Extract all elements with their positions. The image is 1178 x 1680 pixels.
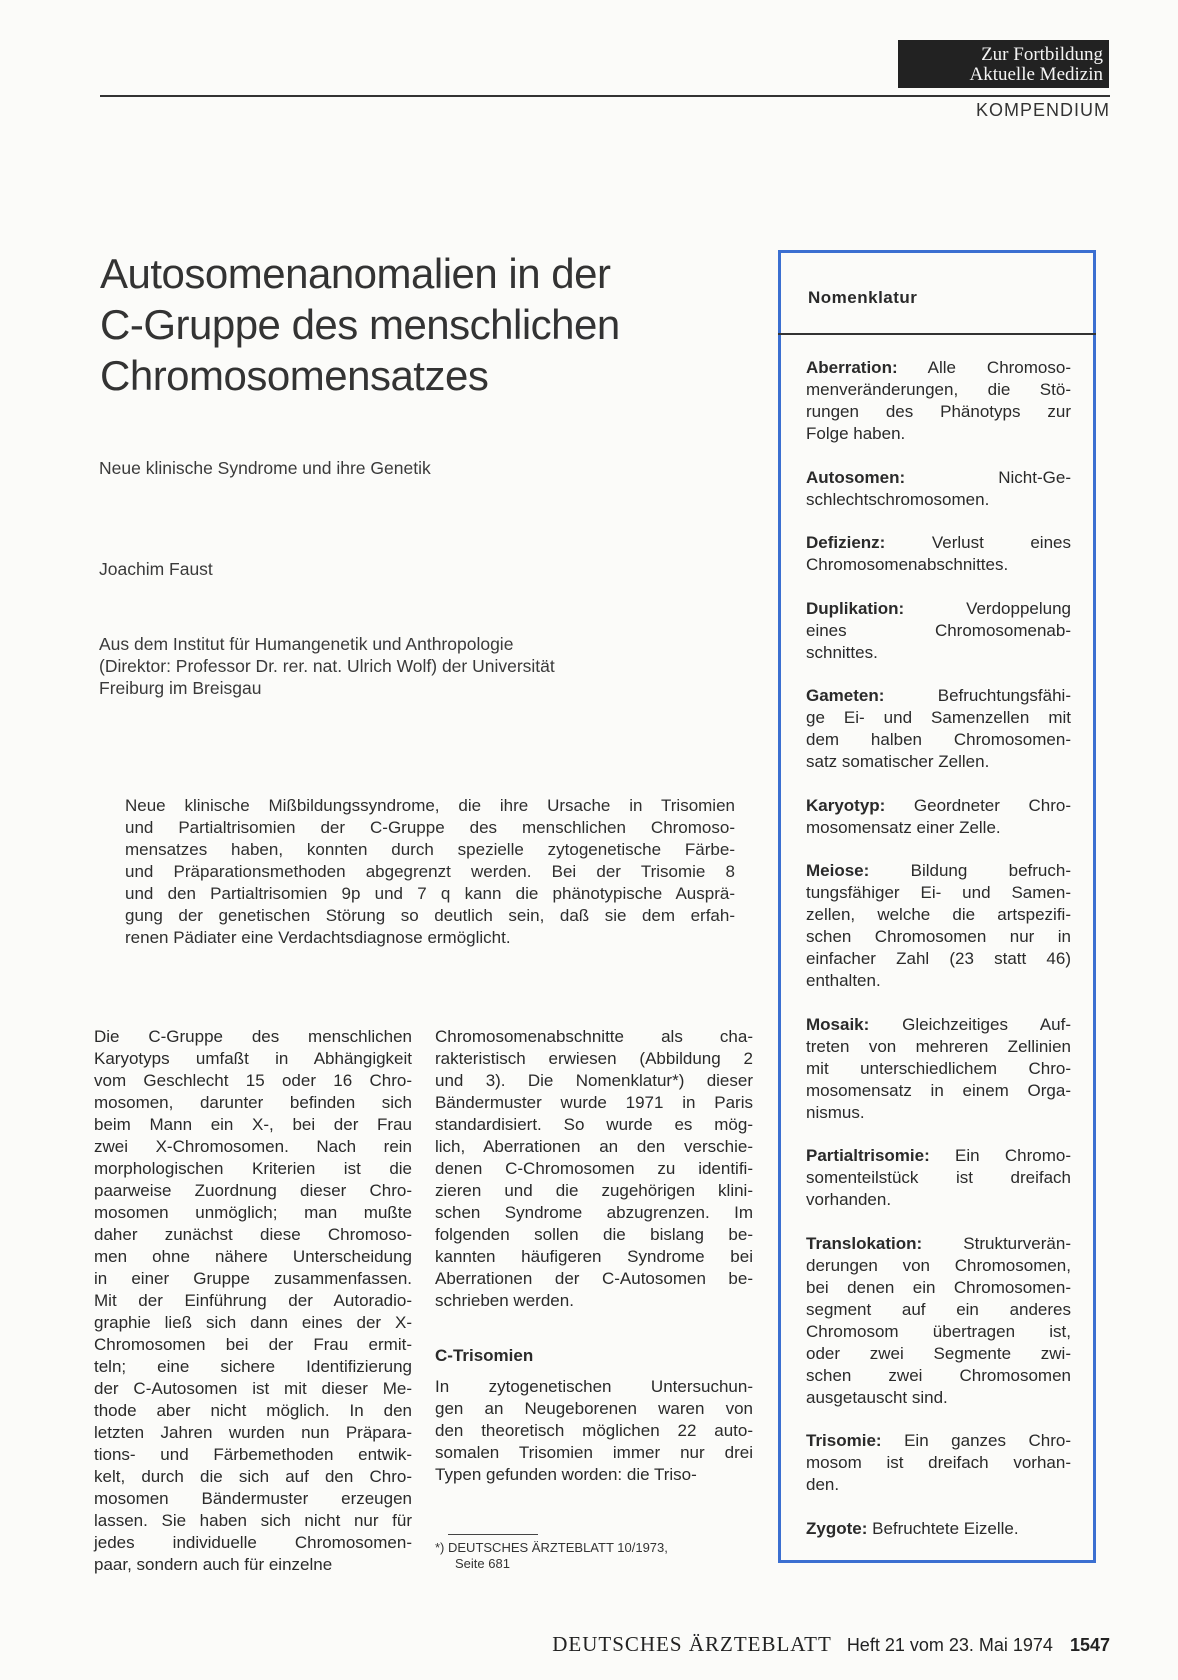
section-heading: C-Trisomien <box>435 1346 534 1365</box>
body-line: denen C-Chromosomen zu identifi- <box>435 1159 753 1178</box>
body-line: jedes individuelle Chromosomen- <box>94 1533 412 1552</box>
glossary-line: rungen des Phänotyps zur <box>806 402 1071 421</box>
glossary-term: Partialtrisomie: <box>806 1146 930 1165</box>
footer-issue: Heft 21 vom 23. Mai 1974 <box>846 1635 1053 1655</box>
glossary-line: schlechtschromosomen. <box>806 489 990 509</box>
body-line: und 3). Die Nomenklatur*) dieser <box>435 1071 753 1090</box>
abstract-line: gung der genetischen Störung so deutlich sein, daß sie dem erfah- <box>125 906 735 925</box>
body-line: Chromosomen bei der Frau ermit- <box>94 1335 412 1354</box>
body-line: daher zunächst diese Chromoso- <box>94 1225 412 1244</box>
glossary-entry <box>806 1233 1071 1409</box>
abstract-line: renen Pädiater eine Verdachtsdiagnose ermöglicht. <box>125 928 511 947</box>
article-title <box>100 248 740 401</box>
glossary-line: segment auf ein anderes <box>806 1299 1071 1319</box>
glossary-line: Aberration: Alle Chromoso- <box>806 358 1071 377</box>
body-line: Mit der Einführung der Autoradio- <box>94 1291 412 1310</box>
body-line: Karyotyps umfaßt in Abhängigkeit <box>94 1049 412 1068</box>
body-line: in einer Gruppe zusammenfassen. <box>94 1269 412 1288</box>
body-line: men ohne nähere Unterscheidung <box>94 1247 412 1266</box>
abstract-line: mensatzes haben, konnten durch spezielle zytogenetische Färbe- <box>125 840 735 859</box>
glossary-line: Chromosom übertragen ist, <box>806 1321 1071 1341</box>
body-line: morphologischen Kriterien ist die <box>94 1159 412 1178</box>
glossary-term: Zygote: <box>806 1518 868 1538</box>
glossary-line: dem halben Chromosomen- <box>806 730 1071 749</box>
glossary-line: Duplikation: Verdoppelung <box>806 598 1071 618</box>
glossary-term: Autosomen: <box>806 467 906 487</box>
glossary-term: Duplikation: <box>806 598 905 618</box>
glossary-line: Trisomie: Ein ganzes Chro- <box>806 1431 1071 1450</box>
body-line: In zytogenetischen Untersuchun- <box>435 1377 753 1396</box>
glossary-term: Aberration: <box>806 358 898 377</box>
body-line: Aberrationen der C-Autosomen be- <box>435 1269 753 1288</box>
body-line: mosomen unmöglich; man mußte <box>94 1203 412 1222</box>
body-line: Chromosomenabschnitte als cha- <box>435 1027 753 1046</box>
glossary-line: Gameten: Befruchtungsfähi- <box>806 686 1071 705</box>
glossary-line: den. <box>806 1475 840 1494</box>
glossary-entry <box>806 598 1071 664</box>
glossary-line: Chromosomenabschnittes. <box>806 555 1009 574</box>
affiliation-line: Freiburg im Breisgau <box>99 678 262 698</box>
affiliation-line: Aus dem Institut für Humangenetik und Anthropologie <box>99 634 514 654</box>
body-line: zieren und die zugehörigen klini- <box>435 1181 753 1200</box>
glossary-line: schnittes. <box>806 642 878 662</box>
glossary-entry <box>806 860 1071 992</box>
glossary-term: Defizienz: <box>806 533 886 552</box>
glossary-line: mit unterschiedlichem Chro- <box>806 1058 1071 1078</box>
glossary-term: Trisomie: <box>806 1431 882 1450</box>
body-line: teln; eine sichere Identifizierung <box>94 1357 412 1376</box>
glossary-line: somenteilstück ist dreifach <box>806 1168 1071 1187</box>
body-line: kannten häufigeren Syndrome bei <box>435 1247 753 1266</box>
glossary-line: Partialtrisomie: Ein Chromo- <box>806 1146 1071 1165</box>
glossary-line: einfacher Zahl (23 statt 46) <box>806 949 1071 968</box>
glossary-line: ge Ei- und Samenzellen mit <box>806 708 1071 727</box>
glossary-line: Karyotyp: Geordneter Chro- <box>806 795 1071 815</box>
body-line: schen Syndrome abzugrenzen. Im <box>435 1203 753 1222</box>
badge-line-2: Aktuelle Medizin <box>969 64 1103 85</box>
section-badge <box>898 40 1109 88</box>
footnote-line: Seite 681 <box>455 1556 510 1571</box>
glossary-line: eines Chromosomenab- <box>806 620 1071 640</box>
glossary-line: tungsfähiger Ei- und Samen- <box>806 883 1071 902</box>
badge-line-1: Zur Fortbildung <box>981 44 1103 65</box>
glossary-entry <box>806 1014 1071 1124</box>
glossary-term: Mosaik: <box>806 1014 870 1034</box>
glossary-line: Mosaik: Gleichzeitiges Auf- <box>806 1014 1071 1034</box>
affiliation-line: (Direktor: Professor Dr. rer. nat. Ulrich Wolf) der Universität <box>99 656 555 676</box>
section-label: KOMPENDIUM <box>975 100 1110 120</box>
glossary-line: schen Chromosomen nur in <box>806 927 1071 946</box>
body-line: tions- und Färbemethoden entwik- <box>94 1445 412 1464</box>
glossary-list <box>806 357 1071 1561</box>
body-line: lassen. Sie haben sich nicht nur für <box>94 1511 412 1530</box>
glossary-term: Gameten: <box>806 686 885 705</box>
body-line: paar, sondern auch für einzelne <box>94 1555 333 1574</box>
glossary-line: Autosomen: Nicht-Ge- <box>806 467 1071 487</box>
glossary-entry <box>806 1518 1071 1540</box>
glossary-line: Translokation: Strukturverän- <box>806 1233 1071 1253</box>
body-line: thode aber nicht möglich. In den <box>94 1401 412 1420</box>
article-subtitle: Neue klinische Syndrome und ihre Genetik <box>99 458 431 478</box>
glossary-line: satz somatischer Zellen. <box>806 752 990 771</box>
glossary-entry <box>806 467 1071 511</box>
footnote-line: *) DEUTSCHES ÄRZTEBLATT 10/1973, <box>435 1540 668 1555</box>
glossary-line: vorhanden. <box>806 1190 892 1209</box>
title-line: C-Gruppe des menschlichen <box>100 301 620 348</box>
glossary-line: derungen von Chromosomen, <box>806 1255 1071 1275</box>
body-line: graphie ließ sich dann eines der X- <box>94 1313 412 1332</box>
header-rule <box>100 95 1110 97</box>
body-line: zwei X-Chromosomen. Nach rein <box>94 1137 412 1156</box>
body-line: somalen Trisomien immer nur drei <box>435 1443 753 1462</box>
glossary-line: zellen, welche die artspezifi- <box>806 905 1071 924</box>
abstract-line: und den Partialtrisomien 9p und 7 q kann die phänotypische Ausprä- <box>125 884 735 903</box>
footer-journal: DEUTSCHES ÄRZTEBLATT <box>552 1632 832 1656</box>
footnote <box>435 1540 668 1572</box>
body-column-2-continued <box>435 1376 753 1486</box>
glossary-line: enthalten. <box>806 971 881 990</box>
body-line: schrieben werden. <box>435 1291 574 1310</box>
abstract <box>125 795 735 949</box>
abstract-line: Neue klinische Mißbildungssyndrome, die ihre Ursache in Trisomien <box>125 796 735 815</box>
body-line: rakteristisch erwiesen (Abbildung 2 <box>435 1049 753 1068</box>
body-line: vom Geschlecht 15 oder 16 Chro- <box>94 1071 412 1090</box>
body-line: paarweise Zuordnung dieser Chro- <box>94 1181 412 1200</box>
page-number: 1547 <box>1069 1635 1110 1655</box>
footnote-rule <box>448 1534 538 1535</box>
glossary-line: menveränderungen, die Stö- <box>806 380 1071 399</box>
glossary-line: mosom ist dreifach vorhan- <box>806 1453 1071 1472</box>
body-line: mosomen, darunter befinden sich <box>94 1093 412 1112</box>
glossary-line: schen zwei Chromosomen <box>806 1365 1071 1385</box>
abstract-line: und Partialtrisomien der C-Gruppe des menschlichen Chromoso- <box>125 818 735 837</box>
glossary-line: treten von mehreren Zellinien <box>806 1036 1071 1056</box>
nomenclature-rule <box>778 333 1096 335</box>
article-author: Joachim Faust <box>99 559 213 579</box>
glossary-line: mosomensatz einer Zelle. <box>806 817 1001 837</box>
author-affiliation <box>99 633 555 699</box>
nomenclature-title: Nomenklatur <box>808 288 918 307</box>
body-column-1 <box>94 1026 412 1576</box>
glossary-term: Translokation: <box>806 1233 923 1253</box>
glossary-term: Karyotyp: <box>806 795 886 815</box>
body-line: beim Mann ein X-, bei der Frau <box>94 1115 412 1134</box>
body-line: Typen gefunden worden: die Triso- <box>435 1465 697 1484</box>
glossary-entry <box>806 795 1071 839</box>
glossary-entry <box>806 357 1071 445</box>
glossary-entry <box>806 1430 1071 1496</box>
glossary-line: mosomensatz in einem Orga- <box>806 1080 1071 1100</box>
body-line: der C-Autosomen ist mit dieser Me- <box>94 1379 412 1398</box>
glossary-line: bei denen ein Chromosomen- <box>806 1277 1071 1297</box>
glossary-line: ausgetauscht sind. <box>806 1387 948 1407</box>
body-line: den theoretisch möglichen 22 auto- <box>435 1421 753 1440</box>
body-line: standardisiert. So wurde es mög- <box>435 1115 753 1134</box>
body-line: Die C-Gruppe des menschlichen <box>94 1027 412 1046</box>
body-column-2 <box>435 1026 753 1312</box>
glossary-entry <box>806 685 1071 773</box>
body-line: lich, Aberrationen an den verschie- <box>435 1137 753 1156</box>
body-line: kelt, durch die sich auf den Chro- <box>94 1467 412 1486</box>
glossary-entry <box>806 532 1071 576</box>
glossary-line: Meiose: Bildung befruch- <box>806 861 1071 880</box>
body-line: folgenden sollen die bislang be- <box>435 1225 753 1244</box>
page-footer <box>480 1632 1110 1657</box>
glossary-entry <box>806 1145 1071 1211</box>
body-line: Bändermuster wurde 1971 in Paris <box>435 1093 753 1112</box>
glossary-line: Zygote: Befruchtete Eizelle. <box>806 1518 1019 1538</box>
glossary-term: Meiose: <box>806 861 870 880</box>
title-line: Autosomenanomalien in der <box>100 250 611 297</box>
glossary-line: Folge haben. <box>806 424 906 443</box>
glossary-line: nismus. <box>806 1102 865 1122</box>
glossary-line: oder zwei Segmente zwi- <box>806 1343 1071 1363</box>
abstract-line: und Präparationsmethoden abgegrenzt werden. Bei der Trisomie 8 <box>125 862 735 881</box>
body-line: gen an Neugeborenen waren von <box>435 1399 753 1418</box>
body-line: mosomen Bändermuster erzeugen <box>94 1489 412 1508</box>
body-line: letzten Jahren wurden nun Präpara- <box>94 1423 412 1442</box>
glossary-line: Defizienz: Verlust eines <box>806 533 1071 552</box>
title-line: Chromosomensatzes <box>100 352 489 399</box>
